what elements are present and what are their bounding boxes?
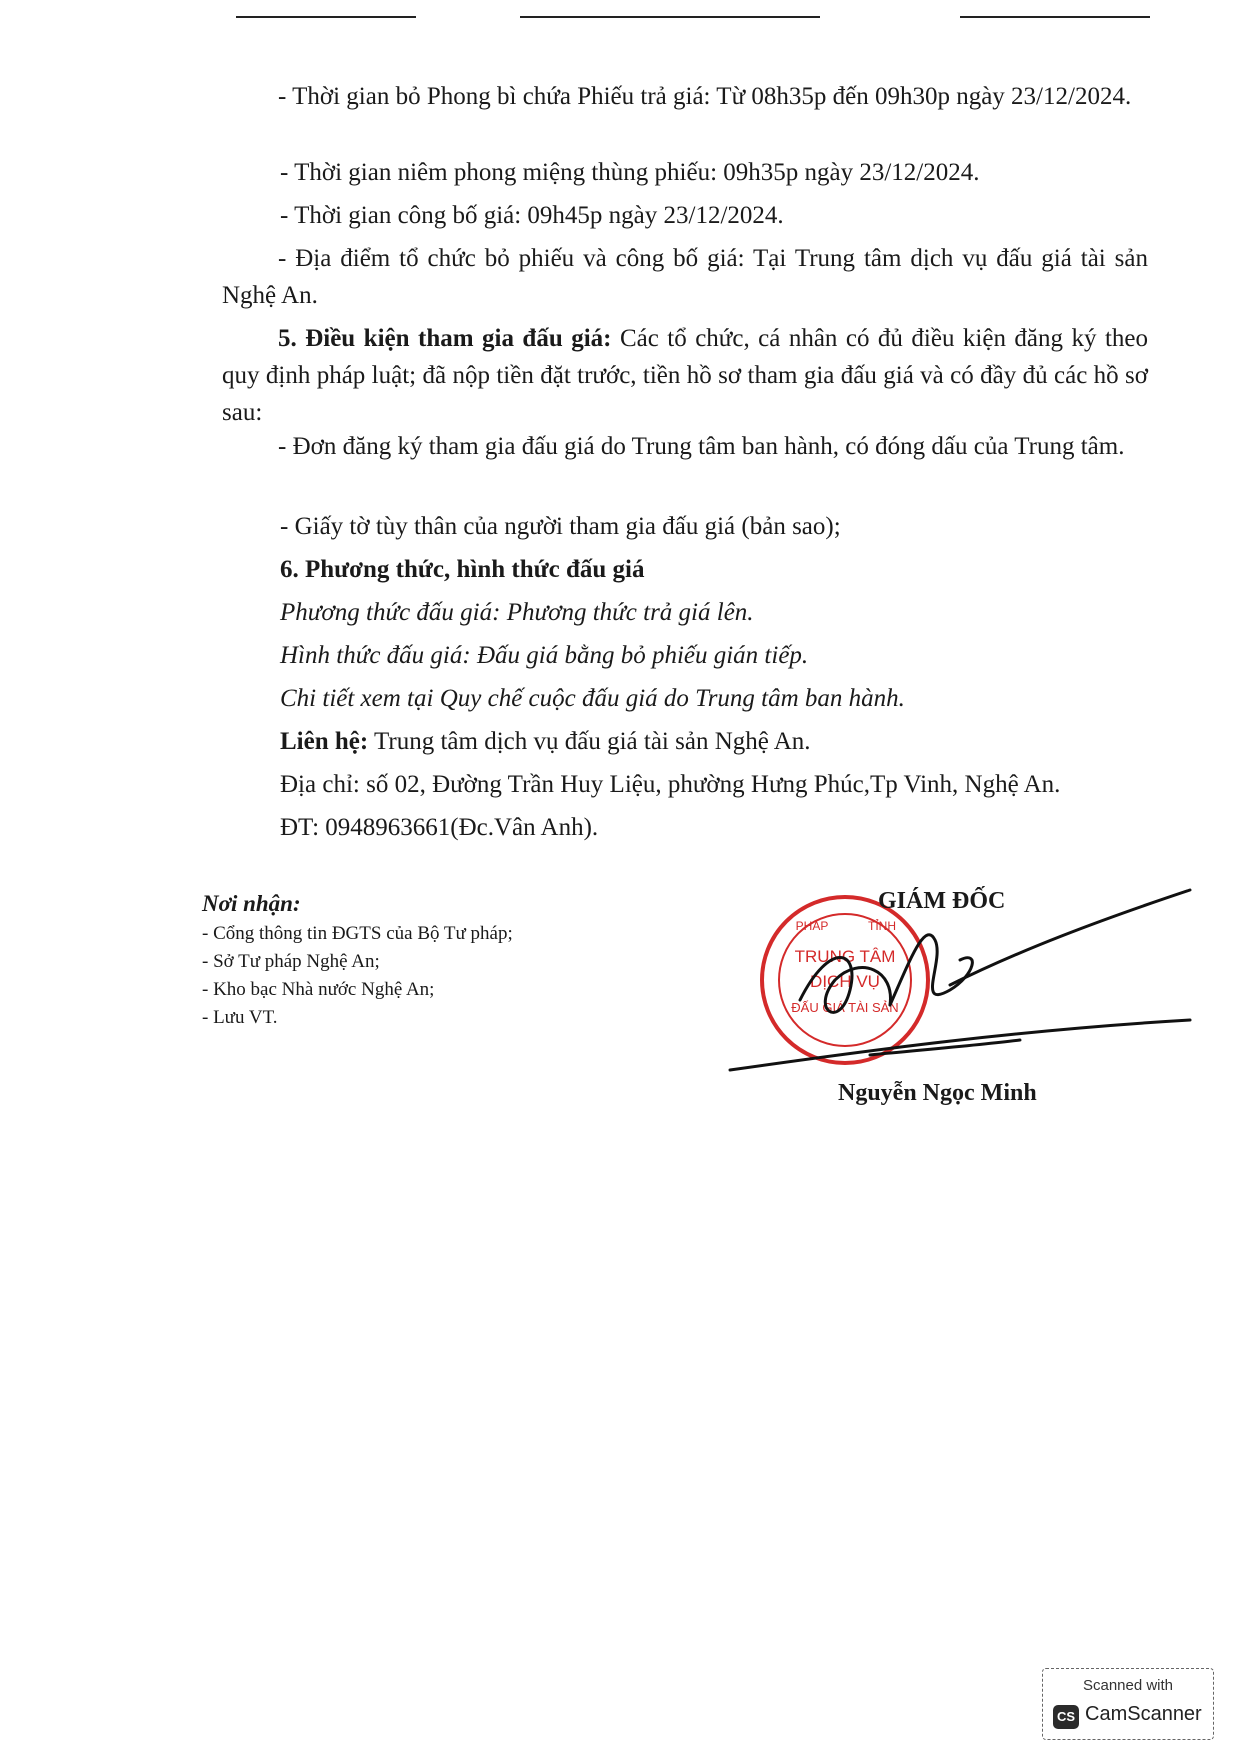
top-rule xyxy=(960,16,1150,18)
recipient-item: - Kho bạc Nhà nước Nghệ An; xyxy=(202,979,435,1000)
recipient-item: - Lưu VT. xyxy=(202,1007,278,1028)
section5-text: Các tổ chức, cá nhân có đủ điều kiện đăng ký theo quy định pháp luật; đã nộp tiền đặt trước, tiền hồ sơ tham gia đấu giá và có đầy đủ các hồ sơ sau: xyxy=(222,325,1148,426)
recipients-heading: Nơi nhận: xyxy=(202,891,301,916)
stamp-text: TỈNH xyxy=(868,919,896,933)
contact-line xyxy=(280,723,811,760)
section6-heading: 6. Phương thức, hình thức đấu giá xyxy=(280,556,645,583)
stamp-text: TRUNG TÂM xyxy=(794,947,896,966)
top-rule xyxy=(520,16,820,18)
signature-title: GIÁM ĐỐC xyxy=(878,888,1006,914)
badge-caption: Scanned with xyxy=(1082,1677,1174,1694)
envelope-time-text: - Thời gian bỏ Phong bì chứa Phiếu trả giá: Từ 08h35p đến 09h30p ngày 23/12/2024. xyxy=(278,83,1132,110)
location-text: - Địa điểm tổ chức bỏ phiếu và công bố giá: Tại Trung tâm dịch vụ đấu giá tài sản Nghệ An. xyxy=(222,245,1148,309)
stamp-text: ĐẤU GIÁ TÀI SẢN xyxy=(791,1000,899,1015)
contact-phone: ĐT: 0948963661(Đc.Vân Anh). xyxy=(280,814,599,841)
section5-heading: 5. Điều kiện tham gia đấu giá: xyxy=(278,325,612,352)
stamp-text: PHÁP xyxy=(795,919,829,933)
section5-item2: - Giấy tờ tùy thân của người tham gia đấu giá (bản sao); xyxy=(280,513,841,540)
contact-value: Trung tâm dịch vụ đấu giá tài sản Nghệ An. xyxy=(368,728,811,755)
section6-form: Hình thức đấu giá: Đấu giá bằng bỏ phiếu gián tiếp. xyxy=(280,642,809,669)
camscanner-badge xyxy=(1042,1668,1214,1740)
stamp-seal xyxy=(762,897,928,1063)
camscanner-icon: CS xyxy=(1053,1705,1079,1729)
announce-time-text: - Thời gian công bố giá: 09h45p ngày 23/12/2024. xyxy=(280,202,784,229)
signer-name: Nguyễn Ngọc Minh xyxy=(838,1080,1037,1106)
section6-method: Phương thức đấu giá: Phương thức trả giá lên. xyxy=(280,599,754,626)
handwritten-signature xyxy=(730,890,1190,1070)
section5-item1: - Đơn đăng ký tham gia đấu giá do Trung tâm ban hành, có đóng dấu của Trung tâm. xyxy=(278,433,1125,460)
recipient-item: - Cổng thông tin ĐGTS của Bộ Tư pháp; xyxy=(202,923,513,944)
section6-detail: Chi tiết xem tại Quy chế cuộc đấu giá do Trung tâm ban hành. xyxy=(280,685,905,712)
badge-name: CamScanner xyxy=(1085,1703,1202,1725)
recipients-block xyxy=(202,888,702,1032)
top-rule xyxy=(236,16,416,18)
stamp-text: DỊCH VỤ xyxy=(810,972,880,991)
contact-label: Liên hệ: xyxy=(280,728,369,755)
seal-time-text: - Thời gian niêm phong miệng thùng phiếu: 09h35p ngày 23/12/2024. xyxy=(280,159,980,186)
recipient-item: - Sở Tư pháp Nghệ An; xyxy=(202,951,380,972)
contact-address: Địa chỉ: số 02, Đường Trần Huy Liệu, phường Hưng Phúc,Tp Vinh, Nghệ An. xyxy=(280,771,1061,798)
section5-paragraph xyxy=(222,320,1148,431)
